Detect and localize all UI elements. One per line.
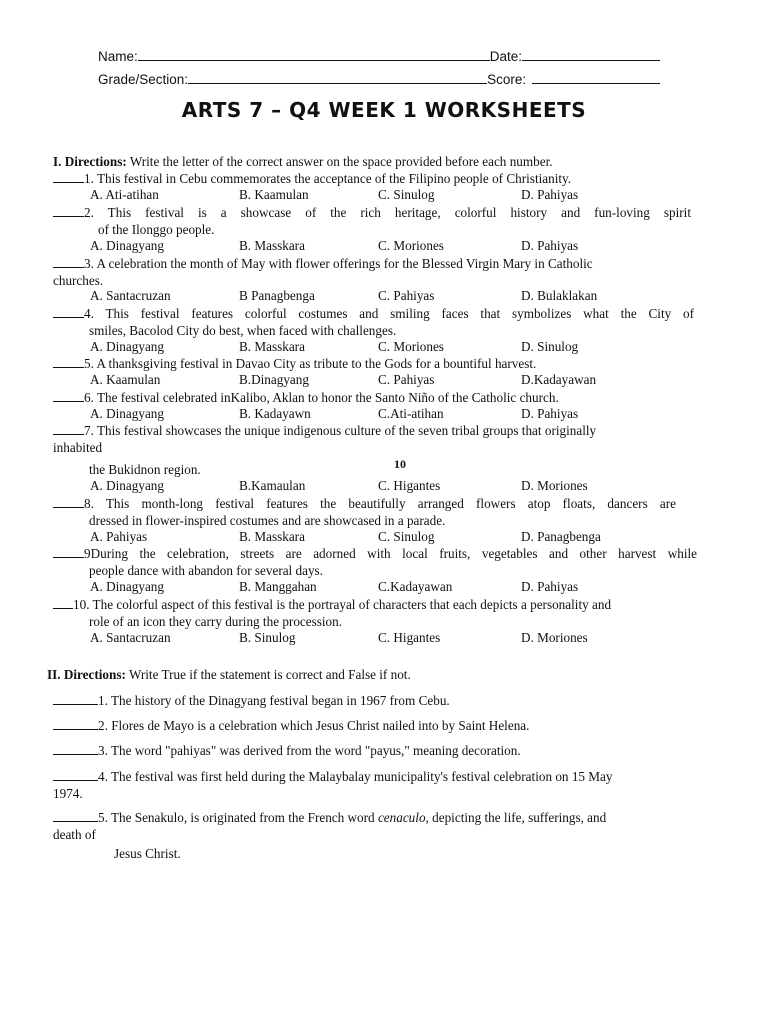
question-7 bbox=[53, 422, 596, 439]
tf-blank-1[interactable] bbox=[53, 693, 98, 705]
tf-item-4-cont: 1974. bbox=[53, 786, 83, 801]
option: A. Dinagyang bbox=[90, 579, 164, 594]
question-4 bbox=[53, 305, 694, 322]
option: C.Ati-atihan bbox=[378, 406, 444, 421]
part1-directions-text: Write the letter of the correct answer on the space provided before each number. bbox=[129, 154, 553, 169]
date-label: Date: bbox=[489, 49, 523, 64]
option: D. Sinulog bbox=[521, 339, 579, 354]
option: B. Sinulog bbox=[239, 630, 296, 645]
question-9 bbox=[53, 545, 697, 562]
tf-blank-4[interactable] bbox=[53, 769, 98, 781]
option: C. Pahiyas bbox=[378, 372, 435, 387]
tf-item-2-text: 2. Flores de Mayo is a celebration which Jesus Christ nailed into by Saint Helena. bbox=[98, 718, 530, 733]
option: B. Masskara bbox=[239, 529, 305, 544]
question-2 bbox=[53, 204, 691, 221]
option: A. Kaamulan bbox=[90, 372, 161, 387]
answer-blank-2[interactable] bbox=[53, 205, 84, 217]
grade-field[interactable] bbox=[188, 71, 487, 84]
answer-blank-8[interactable] bbox=[53, 496, 84, 508]
option: D. Pahiyas bbox=[521, 238, 579, 253]
name-date-row bbox=[98, 48, 660, 64]
question-6 bbox=[53, 389, 559, 406]
option: B. Kadayawn bbox=[239, 406, 311, 421]
question-3 bbox=[53, 255, 593, 272]
score-label: Score: bbox=[487, 72, 527, 87]
option: B Panagbenga bbox=[239, 288, 315, 303]
option: D.Kadayawan bbox=[521, 372, 597, 387]
question-8-text: 8. This month-long festival features the beautifully arranged flowers atop floats, dancers are bbox=[84, 496, 676, 511]
part2-directions bbox=[47, 666, 411, 683]
tf-item-1 bbox=[53, 692, 450, 709]
option: C. Sinulog bbox=[378, 529, 435, 544]
page-title: ARTS 7 – Q4 WEEK 1 WORKSHEETS bbox=[181, 98, 587, 122]
option: C. Moriones bbox=[378, 238, 444, 253]
answer-blank-7[interactable] bbox=[53, 423, 84, 435]
tf-item-3-text: 3. The word "pahiyas" was derived from the word "payus," meaning decoration. bbox=[98, 743, 521, 758]
part1-directions-label: I. Directions: bbox=[53, 154, 127, 169]
answer-blank-6[interactable] bbox=[53, 390, 84, 402]
tf-blank-2[interactable] bbox=[53, 718, 98, 730]
question-7-text: 7. This festival showcases the unique indigenous culture of the seven tribal groups that originally bbox=[84, 423, 597, 438]
option: D. Moriones bbox=[521, 630, 588, 645]
question-10-text: 10. The colorful aspect of this festival is the portrayal of characters that each depicts a personality and bbox=[73, 597, 612, 612]
option: B. Manggahan bbox=[239, 579, 317, 594]
option: D. Pahiyas bbox=[521, 579, 579, 594]
grade-label: Grade/Section: bbox=[98, 72, 189, 87]
tf-item-5-italic: cenaculo bbox=[377, 810, 426, 825]
option: C. Sinulog bbox=[378, 187, 435, 202]
option: D. Pahiyas bbox=[521, 187, 579, 202]
question-7-cont2: the Bukidnon region. bbox=[89, 462, 201, 477]
tf-blank-3[interactable] bbox=[53, 743, 98, 755]
option: C. Moriones bbox=[378, 339, 444, 354]
answer-blank-9[interactable] bbox=[53, 546, 84, 558]
question-1 bbox=[53, 170, 571, 187]
option: A. Dinagyang bbox=[90, 339, 164, 354]
tf-item-5-cont2: Jesus Christ. bbox=[114, 846, 181, 861]
option: D. Pahiyas bbox=[521, 406, 579, 421]
page-number: 10 bbox=[394, 457, 406, 471]
date-field[interactable] bbox=[522, 48, 660, 61]
question-10-cont: role of an icon they carry during the procession. bbox=[89, 614, 343, 629]
option: D. Panagbenga bbox=[521, 529, 601, 544]
option: B.Kamaulan bbox=[239, 478, 306, 493]
tf-item-4-text: 4. The festival was first held during the Malaybalay municipality's festival celebration on 15 May bbox=[98, 769, 613, 784]
option: B.Dinagyang bbox=[239, 372, 309, 387]
question-6-text: 6. The festival celebrated inKalibo, Aklan to honor the Santo Niño of the Catholic church. bbox=[84, 390, 559, 405]
option: A. Santacruzan bbox=[90, 630, 171, 645]
tf-blank-5[interactable] bbox=[53, 810, 98, 822]
option: A. Dinagyang bbox=[90, 238, 164, 253]
answer-blank-3[interactable] bbox=[53, 256, 84, 268]
option: A. Pahiyas bbox=[90, 529, 148, 544]
question-9-cont: people dance with abandon for several days. bbox=[89, 563, 323, 578]
tf-item-5-cont: death of bbox=[53, 827, 96, 842]
option: C. Pahiyas bbox=[378, 288, 435, 303]
option: C. Higantes bbox=[378, 478, 441, 493]
name-field[interactable] bbox=[138, 48, 490, 61]
answer-blank-10[interactable] bbox=[53, 597, 73, 609]
question-4-cont: smiles, Bacolod City do best, when faced with challenges. bbox=[89, 323, 397, 338]
part2-directions-text: Write True if the statement is correct and False if not. bbox=[128, 667, 411, 682]
question-1-text: 1. This festival in Cebu commemorates the acceptance of the Filipino people of Christianity. bbox=[84, 171, 572, 186]
answer-blank-5[interactable] bbox=[53, 356, 84, 368]
answer-blank-1[interactable] bbox=[53, 171, 84, 183]
question-4-text: 4. This festival features colorful costumes and smiling faces that symbolizes what the City of bbox=[84, 306, 694, 321]
option: B. Kaamulan bbox=[239, 187, 309, 202]
tf-item-5-text: 5. The Senakulo, is originated from the French word bbox=[98, 810, 378, 825]
tf-item-2 bbox=[53, 717, 529, 734]
option: B. Masskara bbox=[239, 238, 305, 253]
tf-item-5 bbox=[53, 809, 606, 826]
question-2-text: 2. This festival is a showcase of the rich heritage, colorful history and fun-loving spirit bbox=[84, 205, 691, 220]
tf-item-4 bbox=[53, 768, 612, 785]
question-8-cont: dressed in flower-inspired costumes and are showcased in a parade. bbox=[89, 513, 446, 528]
answer-blank-4[interactable] bbox=[53, 306, 84, 318]
option: C. Higantes bbox=[378, 630, 441, 645]
question-5 bbox=[53, 355, 536, 372]
question-7-cont: inhabited bbox=[53, 440, 103, 455]
option: A. Dinagyang bbox=[90, 478, 164, 493]
question-5-text: 5. A thanksgiving festival in Davao City as tribute to the Gods for a bountiful harvest. bbox=[84, 356, 537, 371]
option: D. Bulaklakan bbox=[521, 288, 598, 303]
question-3-text: 3. A celebration the month of May with flower offerings for the Blessed Virgin Mary in Catholic bbox=[84, 256, 593, 271]
name-label: Name: bbox=[98, 49, 138, 64]
option: C.Kadayawan bbox=[378, 579, 453, 594]
option: B. Masskara bbox=[239, 339, 305, 354]
tf-item-3 bbox=[53, 742, 521, 759]
question-2-cont: of the Ilonggo people. bbox=[98, 222, 215, 237]
tf-item-1-text: 1. The history of the Dinagyang festival began in 1967 from Cebu. bbox=[98, 693, 450, 708]
option: A. Ati-atihan bbox=[90, 187, 159, 202]
tf-item-5-text-end: , depicting the life, sufferings, and bbox=[425, 810, 607, 825]
question-9-text: 9During the celebration, streets are adorned with local fruits, vegetables and other harvest while bbox=[84, 546, 697, 561]
score-field[interactable] bbox=[532, 71, 660, 84]
question-3-cont: churches. bbox=[53, 273, 104, 288]
question-10 bbox=[53, 596, 611, 613]
option: A. Santacruzan bbox=[90, 288, 171, 303]
option: A. Dinagyang bbox=[90, 406, 164, 421]
part2-directions-label: II. Directions: bbox=[47, 667, 126, 682]
option: D. Moriones bbox=[521, 478, 588, 493]
grade-score-row bbox=[98, 71, 660, 87]
part1-directions bbox=[53, 153, 553, 170]
question-8 bbox=[53, 495, 676, 512]
